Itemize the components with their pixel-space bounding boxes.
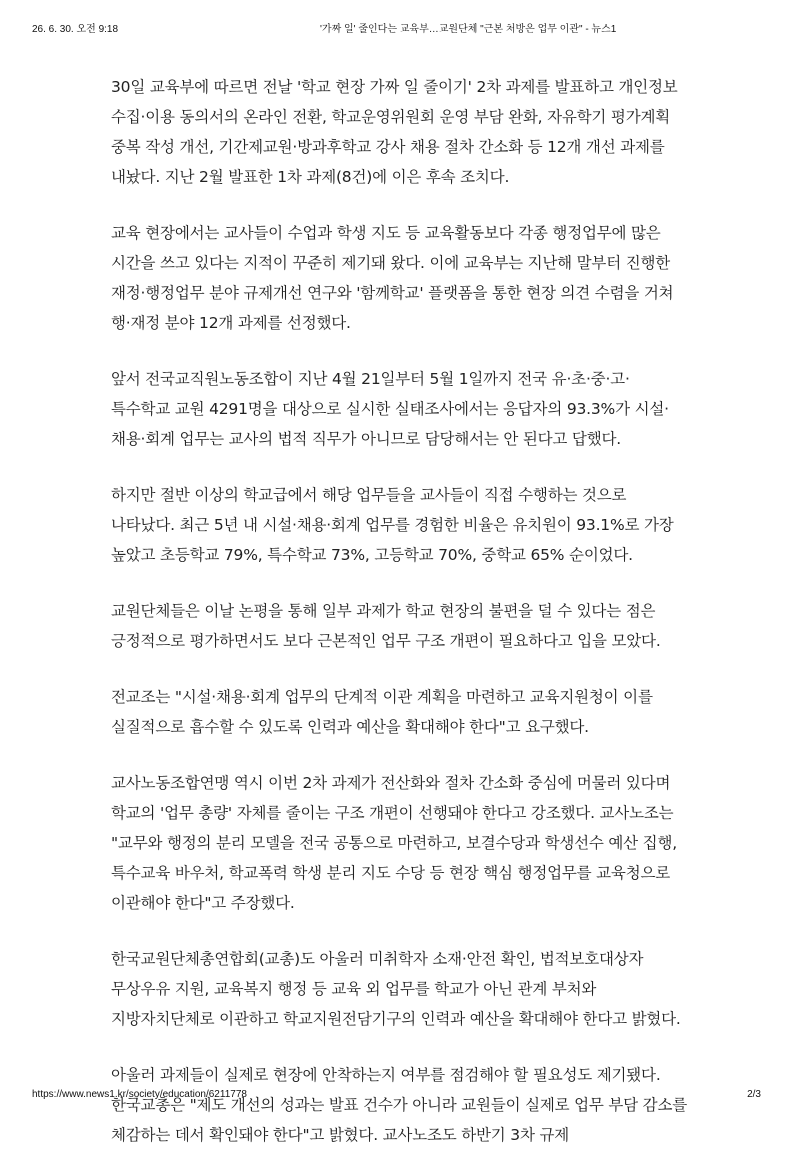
- article-paragraph: 하지만 절반 이상의 학교급에서 해당 업무들을 교사들이 직접 수행하는 것으로 나타났다. 최근 5년 내 시설·채용·회계 업무를 경험한 비율은 유치원이 93.1%로 가장 높았고 초등학교 79%, 특수학교 73%, 고등학교 70%, 중학교 65% 순이었다.: [111, 486, 674, 564]
- print-page-title: '가짜 일' 줄인다는 교육부…교원단체 "근본 처방은 업무 이관" - 뉴스1: [320, 24, 617, 35]
- article-paragraph: 교사노동조합연맹 역시 이번 2차 과제가 전산화와 절차 간소화 중심에 머물러 있다며 학교의 '업무 총량' 자체를 줄이는 구조 개편이 선행돼야 한다고 강조했다. 교사노조는 "교무와 행정의 분리 모델을 전국 공통으로 마련하고, 보결수당과 학생선수 예산 집행, 특수교육 바우처, 학교폭력 학생 분리 지도 수당 등 현장 핵심 행정업무를 교육청으로 이관해야 한다"고 주장했다.: [111, 774, 677, 912]
- article-paragraph: 교육 현장에서는 교사들이 수업과 학생 지도 등 교육활동보다 각종 행정업무에 많은 시간을 쓰고 있다는 지적이 꾸준히 제기돼 왔다. 이에 교육부는 지난해 말부터 진행한 재정·행정업무 분야 규제개선 연구와 '함께학교' 플랫폼을 통한 현장 의견 수렴을 거쳐 행·재정 분야 12개 과제를 선정했다.: [111, 224, 674, 332]
- print-footer: [32, 1089, 761, 1105]
- article-paragraph: 한국교원단체총연합회(교총)도 아울러 미취학자 소재·안전 확인, 법적보호대상자 무상우유 지원, 교육복지 행정 등 교육 외 업무를 학교가 아닌 관계 부처와 지방자치단체로 이관하고 학교지원전담기구의 인력과 예산을 확대해야 한다고 밝혔다.: [111, 950, 681, 1028]
- print-page-indicator: 2/3: [747, 1089, 761, 1100]
- print-datetime: 26. 6. 30. 오전 9:18: [32, 24, 119, 35]
- article-paragraph: 교원단체들은 이날 논평을 통해 일부 과제가 학교 현장의 불편을 덜 수 있다는 점은 긍정적으로 평가하면서도 보다 근본적인 업무 구조 개편이 필요하다고 입을 모았다.: [111, 602, 661, 650]
- print-page-url: https://www.news1.kr/society/education/6211778: [32, 1089, 247, 1100]
- article-paragraph: 전교조는 "시설·채용·회계 업무의 단계적 이관 계획을 마련하고 교육지원청이 이를 실질적으로 흡수할 수 있도록 인력과 예산을 확대해야 한다"고 요구했다.: [111, 688, 653, 736]
- print-header: [32, 20, 761, 36]
- article-paragraph: 앞서 전국교직원노동조합이 지난 4월 21일부터 5월 1일까지 전국 유·초·중·고·특수학교 교원 4291명을 대상으로 실시한 실태조사에서는 응답자의 93.3%가 시설·채용·회계 업무는 교사의 법적 직무가 아니므로 담당해서는 안 된다고 답했다.: [111, 370, 669, 448]
- article-paragraph: 30일 교육부에 따르면 전날 '학교 현장 가짜 일 줄이기' 2차 과제를 발표하고 개인정보 수집·이용 동의서의 온라인 전환, 학교운영위원회 운영 부담 완화, 자유학기 평가계획 중복 작성 개선, 기간제교원·방과후학교 강사 채용 절차 간소화 등 12개 개선 과제를 내놨다. 지난 2월 발표한 1차 과제(8건)에 이은 후속 조치다.: [111, 78, 678, 186]
- article-paragraph: 아울러 과제들이 실제로 현장에 안착하는지 여부를 점검해야 할 필요성도 제기됐다. 한국교총은 "제도 개선의 성과는 발표 건수가 아니라 교원들이 실제로 업무 부담 감소를 체감하는 데서 확인돼야 한다"고 밝혔다. 교사노조도 하반기 3차 규제: [111, 1066, 687, 1144]
- article-body: [111, 72, 687, 1150]
